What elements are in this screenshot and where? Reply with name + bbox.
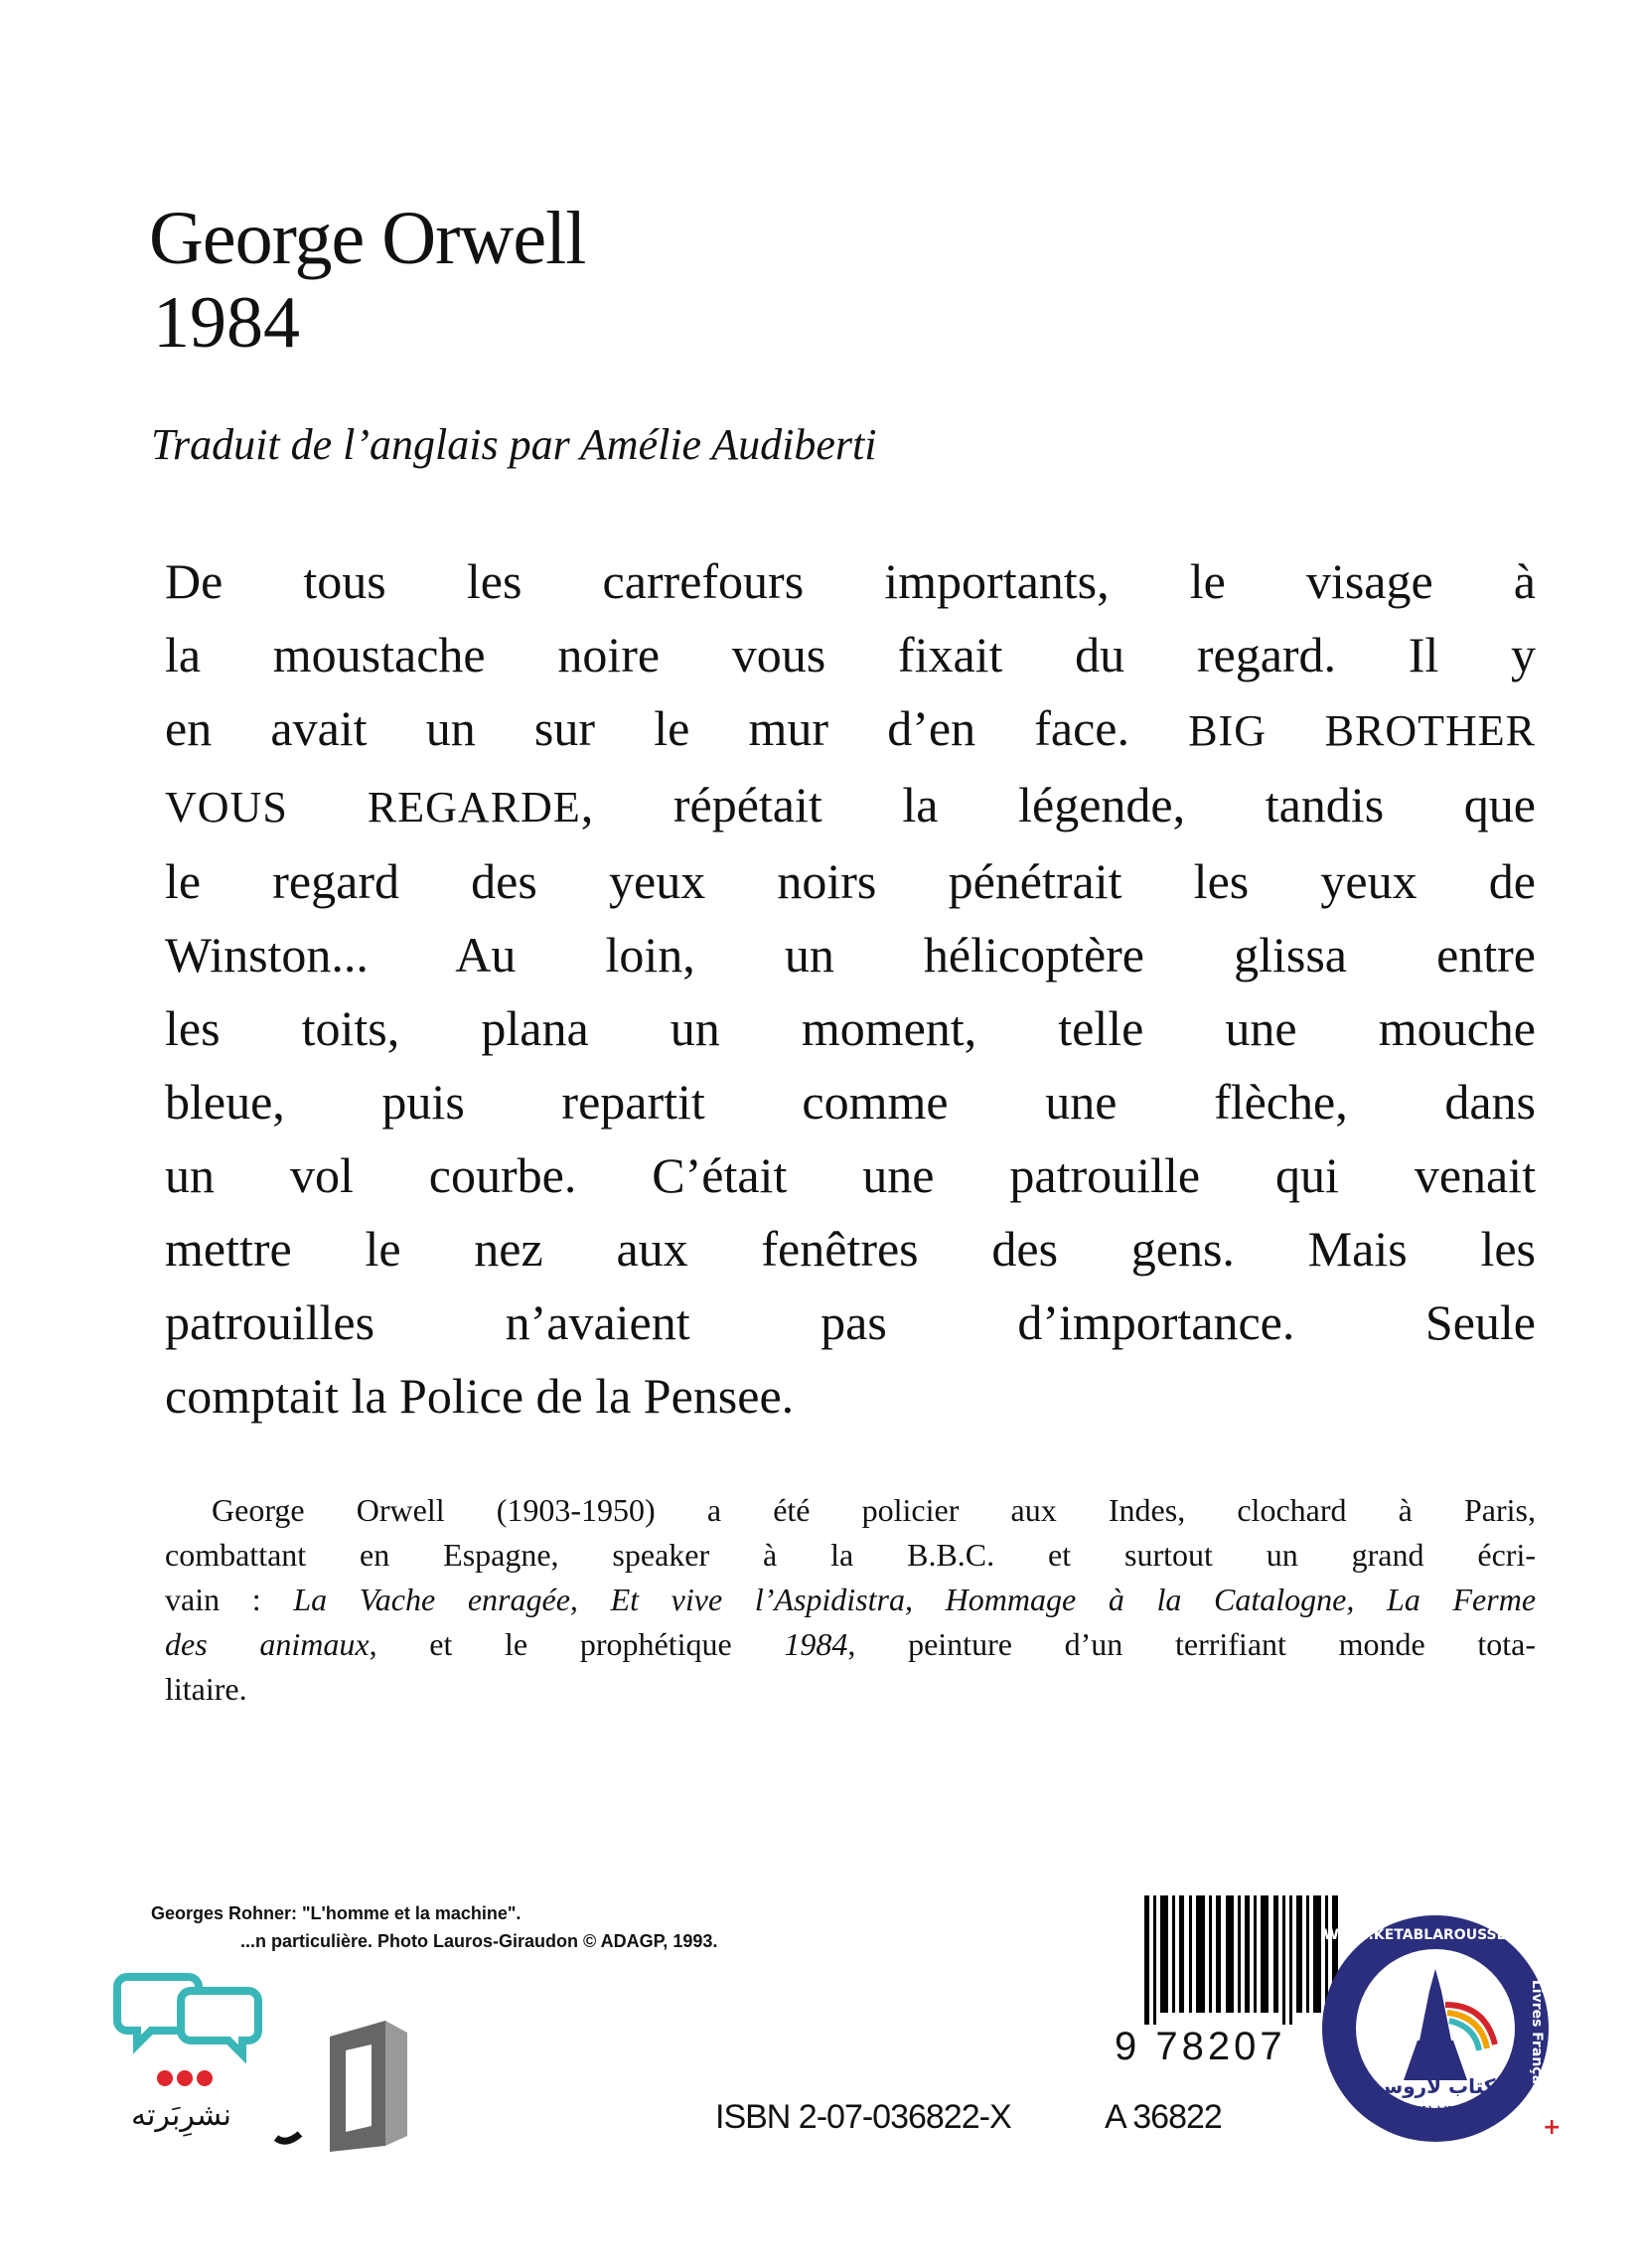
barcode-digits: 9 78207 (1115, 2025, 1286, 2068)
bookstore-stamp (1316, 1909, 1562, 2148)
bio-works: des animaux (165, 1626, 370, 1662)
excerpt-line: mettre le nez aux fenêtres des gens. Mais les (165, 1221, 1536, 1277)
bio-works: 1984 (784, 1626, 848, 1662)
excerpt-fragment: , répétait la légende, tandis que (580, 777, 1536, 832)
back-cover-excerpt (165, 544, 1536, 1433)
excerpt-fragment: en avait un sur le mur d’en face. (165, 700, 1129, 756)
excerpt-smallcaps: VOUS REGARDE (165, 783, 581, 832)
excerpt-line (165, 691, 1536, 768)
author-biography (165, 1488, 1536, 1712)
bio-fragment: , et le prophétique (369, 1626, 732, 1662)
bio-works: La Vache enragée, Et vive l’Aspidistra, Hommage à la Catalogne, La Ferme (293, 1582, 1537, 1617)
chat-bubbles-logo-icon (119, 1967, 268, 2096)
book-title: 1984 (153, 282, 300, 364)
bio-line (165, 1578, 1536, 1622)
bio-fragment: vain : (165, 1582, 261, 1617)
excerpt-line: Winston... Au loin, un hélicoptère glissa entre (165, 927, 1536, 983)
book-author: George Orwell (149, 197, 586, 280)
bio-line: George Orwell (1903-1950) a été policier aux Indes, clochard à Paris, (212, 1492, 1536, 1528)
bio-fragment: , peinture d’un terrifiant monde tota- (847, 1626, 1537, 1662)
publisher-logo-icon (268, 2017, 447, 2156)
publisher-name: نشرِبَرته (130, 2098, 231, 2133)
catalogue-reference: A 36822 (1105, 2098, 1222, 2136)
excerpt-line: le regard des yeux noirs pénétrait les yeux de (165, 853, 1536, 909)
stamp-url: WWW.KETABLAROUSSE.COM (1323, 1927, 1548, 1943)
credits-line: ...n particulière. Photo Lauros-Giraudon © ADAGP, 1993. (240, 1931, 718, 1951)
excerpt-line: De tous les carrefours importants, le visage à (165, 553, 1536, 609)
bio-line: litaire. (165, 1671, 247, 1707)
stamp-tagline: Livres Français (1529, 1979, 1545, 2098)
bio-line (165, 1622, 1536, 1667)
plus-icon: + (1543, 2115, 1562, 2140)
translator-credit: Traduit de l’anglais par Amélie Audiberti (151, 420, 877, 469)
excerpt-smallcaps: BIG BROTHER (1188, 706, 1537, 755)
stamp-number: ۶۶۴۱۱۴۸۷ (1401, 2101, 1470, 2120)
stamp-name: کتاب لاروس (1375, 2074, 1496, 2098)
excerpt-line: comptait la Police de la Pensee. (165, 1368, 795, 1424)
excerpt-line: les toits, plana un moment, telle une mouche (165, 1000, 1536, 1056)
excerpt-line: un vol courbe. C’était une patrouille qui venait (165, 1147, 1536, 1203)
excerpt-line: la moustache noire vous fixait du regard. Il y (165, 627, 1536, 682)
credits-line: Georges Rohner: "L'homme et la machine". (151, 1903, 522, 1923)
excerpt-line: bleue, puis repartit comme une flèche, dans (165, 1074, 1536, 1130)
excerpt-line (165, 768, 1536, 844)
cover-art-credits (151, 1899, 717, 1955)
excerpt-line: patrouilles n’avaient pas d’importance. Seule (165, 1294, 1536, 1350)
bio-line: combattant en Espagne, speaker à la B.B.C. et surtout un grand écri- (165, 1537, 1536, 1573)
isbn-number: ISBN 2-07-036822-X (715, 2098, 1011, 2136)
